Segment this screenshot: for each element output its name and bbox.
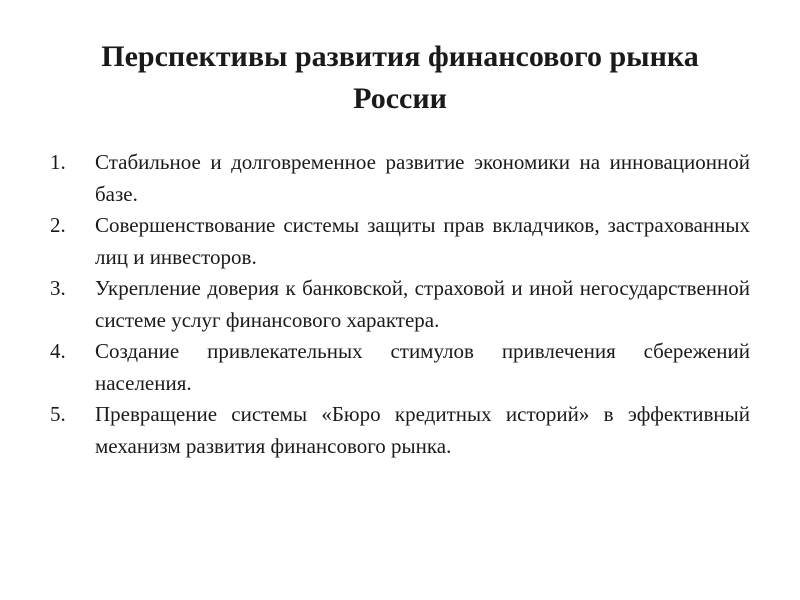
list-item-number: 3. [50, 276, 66, 300]
list-item-text: Укрепление доверия к банковской, страховой и иной негосударственной системе услуг финансового характера. [95, 276, 750, 332]
list-item-text: Превращение системы «Бюро кредитных историй» в эффективный механизм развития финансового рынка. [95, 402, 750, 458]
list-item-number: 5. [50, 402, 66, 426]
list-item [50, 147, 750, 210]
numbered-list [50, 147, 750, 462]
list-item [50, 210, 750, 273]
list-item-number: 4. [50, 339, 66, 363]
list-item-text: Совершенствование системы защиты прав вкладчиков, застрахованных лиц и инвесторов. [95, 213, 750, 269]
list-item [50, 336, 750, 399]
list-item-text: Стабильное и долговременное развитие экономики на инновационной базе. [95, 150, 750, 206]
slide-title: Перспективы развития финансового рынка России [101, 40, 699, 115]
list-item [50, 399, 750, 462]
list-item [50, 273, 750, 336]
list-item-text: Создание привлекательных стимулов привлечения сбережений населения. [95, 339, 750, 395]
list-item-number: 2. [50, 213, 66, 237]
list-item-number: 1. [50, 150, 66, 174]
